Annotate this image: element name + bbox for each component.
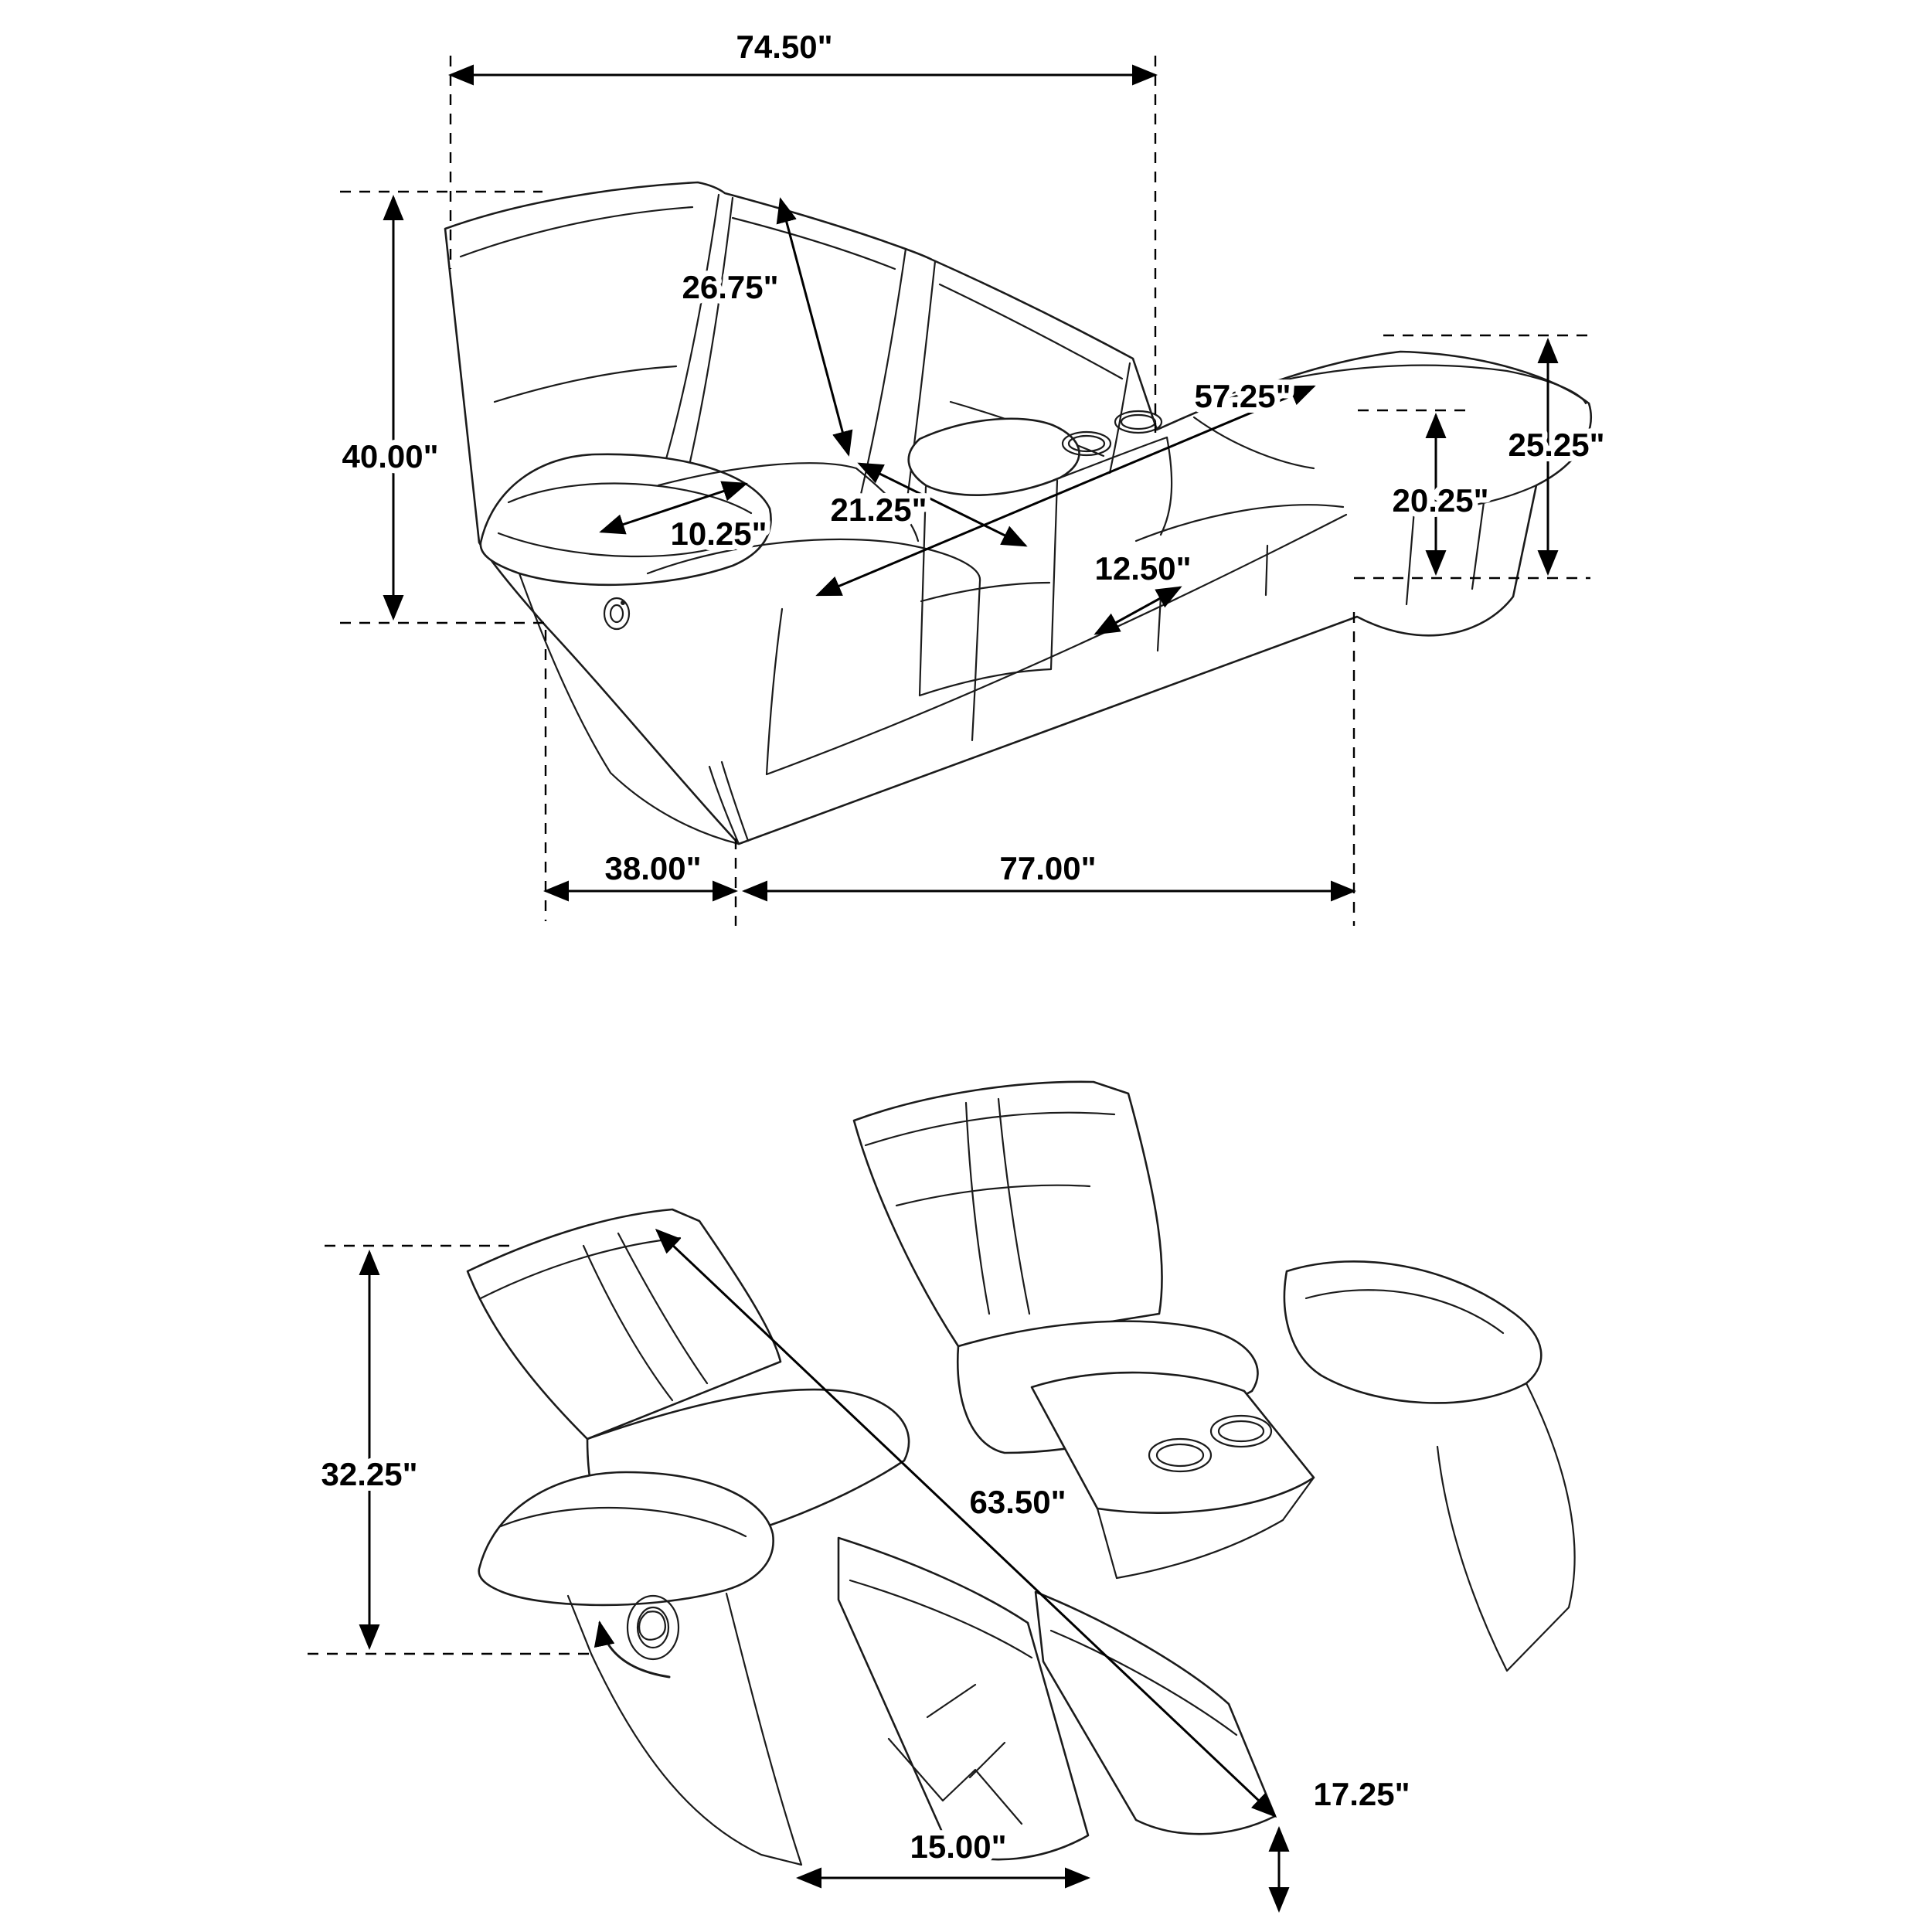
dim-label-arm-height: 25.25" <box>1508 427 1605 463</box>
dim-label-armrest-width: 10.25" <box>670 515 767 552</box>
dim-label-reclined-back-height: 32.25" <box>321 1456 418 1492</box>
dim-label-footrest-extension: 15.00" <box>910 1828 1007 1865</box>
dim-label-back-width: 74.50" <box>736 29 833 65</box>
recline-lever-icon <box>628 1596 679 1659</box>
dim-label-footrest-height: 17.25" <box>1313 1776 1410 1812</box>
dim-label-back-diagonal: 26.75" <box>682 269 779 305</box>
dim-label-overall-height: 40.00" <box>342 438 439 474</box>
dim-label-reclined-diagonal: 63.50" <box>969 1484 1066 1520</box>
dim-label-console-width: 12.50" <box>1094 550 1192 587</box>
sofa-reclined-right-backrest <box>854 1082 1162 1346</box>
dim-label-seat-height: 20.25" <box>1392 482 1489 519</box>
dim-label-seat-depth: 21.25" <box>830 492 927 528</box>
sofa-reclined-left-armrest <box>479 1472 774 1605</box>
sofa-reclined-left-footrest <box>838 1538 1088 1859</box>
dim-label-seat-span: 57.25" <box>1194 378 1291 414</box>
dim-label-overall-width: 77.00" <box>999 850 1097 886</box>
sofa-reclined-console <box>1032 1372 1314 1513</box>
dim-label-overall-depth: 38.00" <box>604 850 702 886</box>
sofa-reclined-drawing <box>468 1082 1575 1865</box>
